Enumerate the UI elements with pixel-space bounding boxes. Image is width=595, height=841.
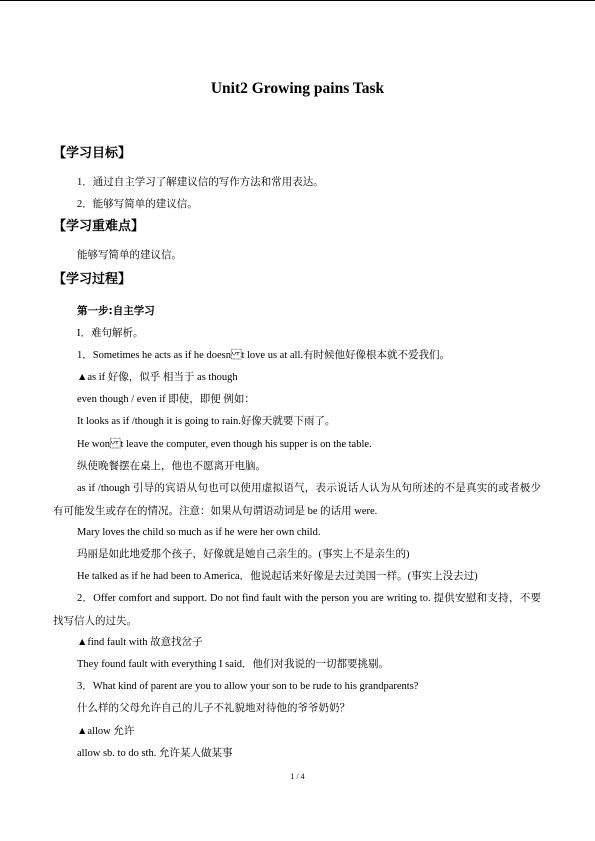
page-title: Unit2 Growing pains Task bbox=[210, 80, 385, 97]
section-heading-key-points: 【学习重难点】 bbox=[53, 219, 145, 234]
example-rain: It looks as if /though it is going to rain.好像天就要下雨了。 bbox=[77, 416, 336, 427]
example-mary: Mary loves the child so much as if he were her own child. bbox=[77, 527, 321, 538]
example-mary-translation: 玛丽是如此地爱那个孩子，好像就是她自己亲生的。(事实上不是亲生的) bbox=[77, 549, 410, 560]
note-allow: ▲allow 允许 bbox=[77, 726, 135, 737]
grammar-note-subjunctive: as if /though 引导的宾语从句也可以使用虚拟语气，表示说话人认为从句所述的不是真实的或者极少有可能发生或存在的情况。注意：如果从句谓语动词是 be 的话用 were. bbox=[53, 483, 541, 517]
example-america: He talked as if he had been to America．他说起话来好像是去过美国一样。(事实上没去过) bbox=[77, 571, 478, 582]
sentence-3: 3．What kind of parent are you to allow your son to be rude to his grandparents? bbox=[77, 681, 419, 692]
sentence-2: 2．Offer comfort and support. Do not find fault with the person you are writing to. 提供安慰和支持，不要找写信人的过失。 bbox=[53, 593, 541, 627]
sentence-1: 1．Sometimes he acts as if he doesn t love us at all.有时候他好像根本就不爱我们。 bbox=[77, 350, 450, 361]
sentence-3-translation: 什么样的父母允许自己的儿子不礼貌地对待他的爷爷奶奶？ bbox=[77, 703, 350, 714]
step1-heading: 第一步:自主学习 bbox=[77, 305, 155, 317]
example-computer: He won t leave the computer, even though his supper is on the table. bbox=[77, 439, 372, 450]
goal-item-2: 2．能够写简单的建议信。 bbox=[77, 199, 198, 210]
note-as-if: ▲as if 好像，似乎 相当于 as though bbox=[77, 372, 238, 383]
example-fault: They found fault with everything I said．他们对我说的一切都要挑剔。 bbox=[77, 659, 390, 670]
key-points-text: 能够写简单的建议信。 bbox=[77, 250, 182, 261]
top-rule bbox=[0, 0, 595, 1]
section-heading-goals: 【学习目标】 bbox=[53, 146, 132, 161]
note-even-though: even though / even if 即使，即便 例如： bbox=[77, 394, 255, 405]
note-find-fault: ▲find fault with 故意找岔子 bbox=[77, 637, 203, 648]
goal-item-1: 1．通过自主学习了解建议信的写作方法和常用表达。 bbox=[77, 177, 324, 188]
section-heading-process: 【学习过程】 bbox=[53, 272, 132, 287]
example-computer-translation: 纵使晚餐摆在桌上，他也不愿离开电脑。 bbox=[77, 461, 266, 472]
page-number: 1 / 4 bbox=[290, 772, 305, 781]
part1-heading: I．难句解析。 bbox=[77, 328, 144, 339]
note-allow-usage: allow sb. to do sth. 允许某人做某事 bbox=[77, 748, 233, 759]
